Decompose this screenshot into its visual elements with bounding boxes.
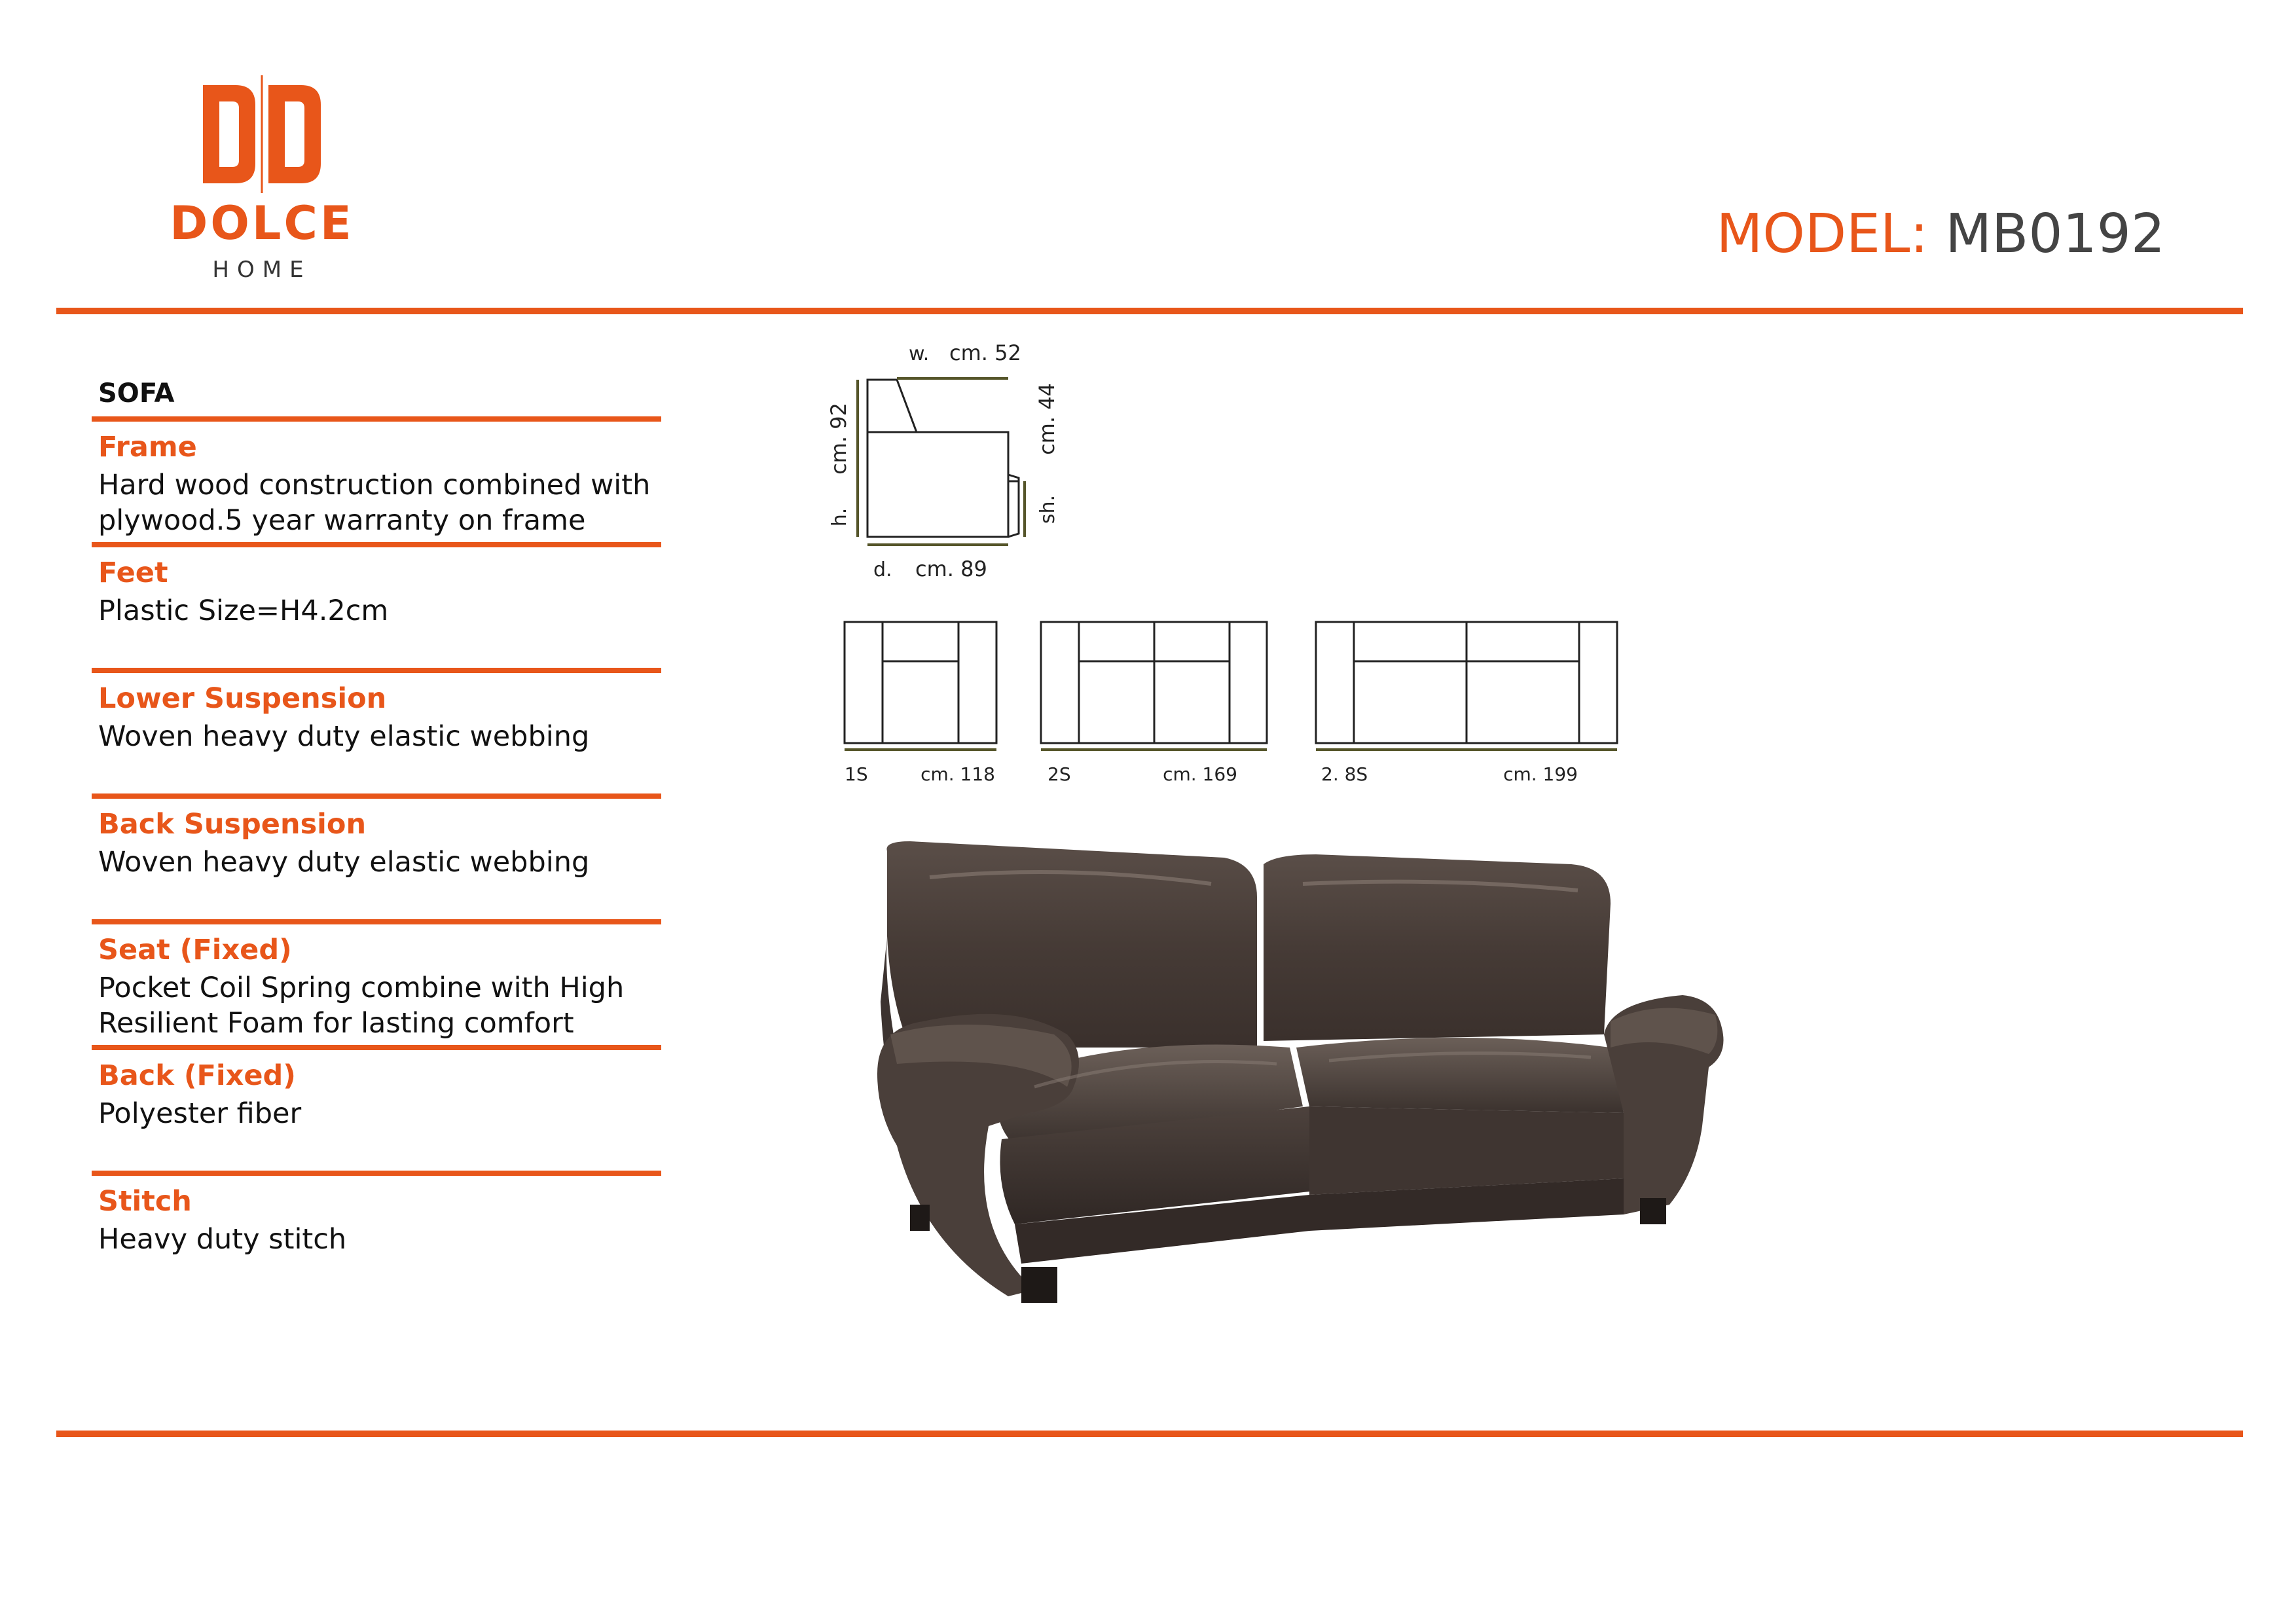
height-value: cm. 92	[826, 403, 851, 475]
brand-name: DOLCE	[170, 196, 354, 250]
model-value: MB0192	[1945, 203, 2165, 265]
spec-divider	[92, 1045, 661, 1050]
depth-value: cm. 89	[915, 556, 987, 581]
spec-divider	[92, 1171, 661, 1176]
spec-label: Back Suspension	[98, 808, 367, 841]
plan-2s	[1041, 622, 1267, 785]
spec-text: Polyester fiber	[98, 1097, 302, 1130]
spec-text: Woven heavy duty elastic webbing	[98, 846, 590, 879]
width-label: w.	[909, 342, 930, 365]
spec-label: Back (Fixed)	[98, 1059, 296, 1092]
sofa-photo	[871, 838, 1853, 1395]
model-label: MODEL:	[1716, 203, 1929, 265]
spec-divider	[92, 668, 661, 673]
dolce-home-logo	[131, 72, 393, 295]
sofa-body	[877, 841, 1724, 1303]
plan-1s	[845, 622, 996, 785]
top-divider	[56, 308, 2243, 314]
variant-code: 1S	[845, 763, 868, 785]
spec-divider	[92, 919, 661, 924]
spec-label: Feet	[98, 556, 168, 589]
variant-width: cm. 118	[920, 763, 995, 785]
seat-height-label: sh.	[1036, 494, 1059, 524]
model-heading	[1717, 203, 2165, 265]
variant-code: 2. 8S	[1321, 763, 1368, 785]
bottom-divider	[56, 1431, 2243, 1437]
variant-width: cm. 169	[1163, 763, 1237, 785]
spec-divider	[92, 416, 661, 422]
spec-divider	[92, 542, 661, 547]
height-label: h.	[828, 507, 851, 527]
width-value: cm. 52	[949, 340, 1021, 365]
spec-label: Seat (Fixed)	[98, 934, 292, 966]
spec-label: Lower Suspension	[98, 682, 387, 715]
variant-width: cm. 199	[1503, 763, 1578, 785]
spec-text: Pocket Coil Spring combine with High Resilient Foam for lasting comfort	[98, 972, 625, 1040]
plan-2-8s	[1316, 622, 1617, 785]
spec-text: Woven heavy duty elastic webbing	[98, 720, 590, 753]
spec-label: Frame	[98, 431, 197, 464]
dimension-drawings	[825, 340, 1650, 799]
logo-mark	[131, 72, 393, 196]
spec-text: Hard wood construction combined with plywood.5 year warranty on frame	[98, 469, 651, 537]
side-view-dimension-lines	[858, 378, 1025, 545]
spec-label: Stitch	[98, 1185, 192, 1218]
spec-divider	[92, 793, 661, 799]
seat-height-value: cm. 44	[1034, 383, 1059, 455]
spec-title: SOFA	[98, 378, 175, 409]
depth-label: d.	[873, 558, 892, 581]
side-view-drawing	[867, 380, 1019, 537]
brand-subname: HOME	[212, 257, 312, 283]
spec-text: Plastic Size=H4.2cm	[98, 594, 389, 627]
spec-text: Heavy duty stitch	[98, 1223, 347, 1256]
variant-code: 2S	[1048, 763, 1071, 785]
